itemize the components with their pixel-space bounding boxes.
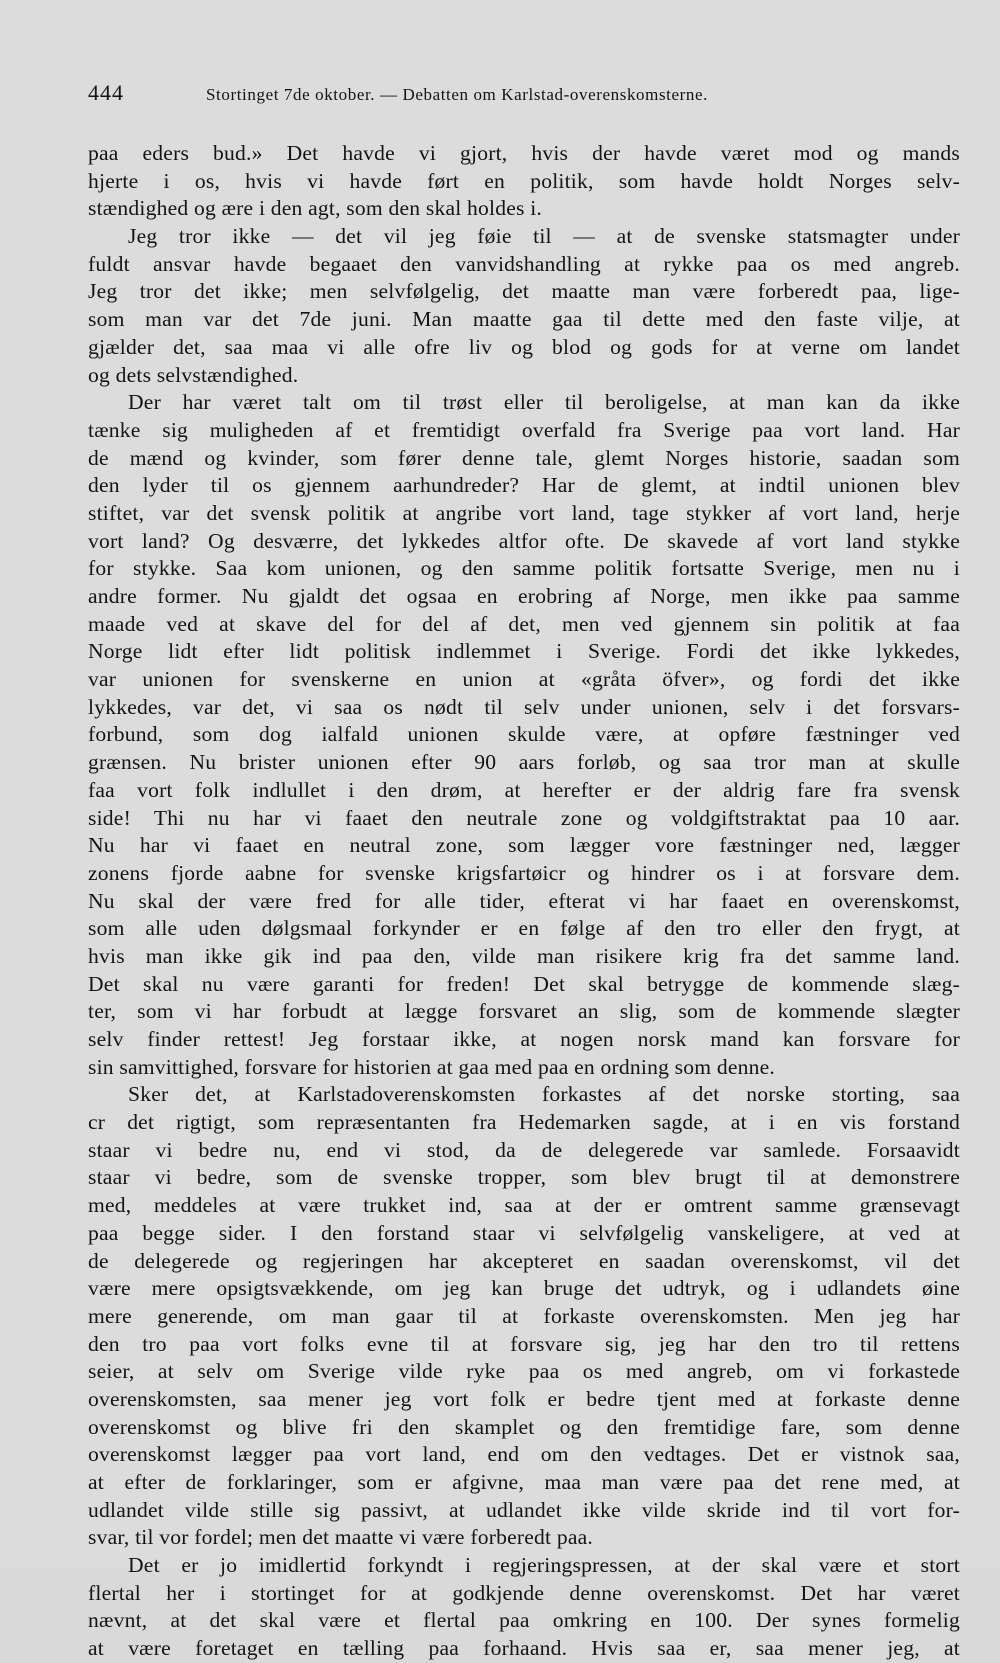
text-line: fuldt ansvar havde begaaet den vanvidshandling at rykke paa os med angreb. [88,251,960,276]
text-line: selv finder rettest! Jeg forstaar ikke, at nogen norsk mand kan forsvare for [88,1027,960,1051]
text-line: nævnt, at det skal være et flertal paa omkring en 100. Der synes formelig [88,1608,960,1633]
text-line: maade ved at skave del for del af det, men ved gjennem sin politik at faa [88,611,960,636]
text-line: cr det rigtigt, som repræsentanten fra Hedemarken sagde, at i en vis forstand [88,1110,960,1135]
text-line: for stykke. Saa kom unionen, og den samme politik fortsatte Sverige, men nu i [88,556,960,581]
text-line: Jeg tror ikke — det vil jeg føie til — at de svenske statsmagter under [128,224,960,249]
text-line: Det er jo imidlertid forkyndt i regjeringspressen, at der skal være et stort [128,1553,960,1578]
text-line: Nu har vi faaet en neutral zone, som lægger vore fæstninger ned, lægger [88,833,960,858]
text-line: gjælder det, saa maa vi alle ofre liv og blod og gods for at verne om landet [88,334,960,359]
text-line: vort land? Og desværre, det lykkedes altfor ofte. De skavede af vort land stykke [88,528,960,553]
text-line: at være foretaget en tælling paa forhaand. Hvis saa er, saa mener jeg, at [88,1636,960,1661]
text-line: stiftet, var det svensk politik at angribe vort land, tage stykker af vort land, herje [88,500,960,525]
text-line: forbund, som dog ialfald unionen skulde være, at opføre fæstninger ved [88,722,960,747]
text-line: sin samvittighed, forsvare for historien at gaa med paa en ordning som denne. [88,1054,776,1079]
text-line: mere generende, om man gaar til at forkaste overenskomsten. Men jeg har [88,1303,960,1328]
text-line: stændighed og ære i den agt, som den skal holdes i. [88,196,543,221]
text-line: Sker det, at Karlstadoverenskomsten forkastes af det norske storting, saa [128,1082,960,1107]
running-head: Stortinget 7de oktober. — Debatten om Karlstad-overenskomsterne. [206,85,709,104]
text-line: de mænd og kvinder, som fører denne tale, glemt Norges historie, saadan som [88,445,960,470]
text-line: flertal her i stortinget for at godkjende denne overenskomst. Det har været [88,1580,960,1605]
text-line: andre former. Nu gjaldt det ogsaa en erobring af Norge, men ikke paa samme [88,584,960,608]
text-line: faa vort folk indlullet i den drøm, at herefter er der aldrig fare fra svensk [88,777,960,802]
text-line: overenskomst og blive fri den skamplet og den fremtidige fare, som denne [88,1414,960,1439]
page-header [88,80,928,120]
text-line: være mere opsigtsvækkende, om jeg kan bruge det udtryk, og i udlandets øine [88,1276,960,1301]
text-line: Jeg tror det ikke; men selvfølgelig, det maatte man være forberedt paa, lige- [88,279,960,304]
text-line: hvis man ikke gik ind paa den, vilde man risikere krig fra det samme land. [88,943,960,968]
text-line: zonens fjorde aabne for svenske krigsfartøicr og hindrer os i at forsvare dem. [88,860,960,885]
body-text [88,140,960,1663]
text-line: og dets selvstændighed. [88,362,299,387]
text-line: med, meddeles at være trukket ind, saa at der er omtrent samme grænsevagt [88,1193,960,1218]
text-line: staar vi bedre nu, end vi stod, da de delegerede var samlede. Forsaavidt [88,1137,960,1162]
text-line: udlandet vilde stille sig passivt, at udlandet ikke vilde skride ind til vort for- [88,1497,960,1522]
text-line: Det skal nu være garanti for freden! Det skal betrygge de kommende slæg- [88,971,960,996]
text-line: tænke sig muligheden af et fremtidigt overfald fra Sverige paa vort land. Har [88,417,960,442]
text-line: den tro paa vort folks evne til at forsvare sig, jeg har den tro til rettens [88,1331,960,1356]
text-line: paa eders bud.» Det havde vi gjort, hvis der havde været mod og mands [88,141,960,165]
text-line: at efter de forklaringer, som er afgivne, maa man være paa det rene med, at [88,1470,960,1494]
text-line: grænsen. Nu brister unionen efter 90 aars forløb, og saa tror man at skulle [88,750,960,775]
page-number: 444 [88,80,124,105]
text-line: Der har været talt om til trøst eller til beroligelse, at man kan da ikke [128,390,960,415]
text-line: Nu skal der være fred for alle tider, efterat vi har faaet en overenskomst, [88,888,960,913]
text-line: seier, at selv om Sverige vilde ryke paa os med angreb, om vi forkastede [88,1359,960,1384]
text-line: lykkedes, var det, vi saa os nødt til selv under unionen, selv i det forsvars- [88,694,960,719]
text-line: som alle uden dølgsmaal forkynder er en følge af den tro eller den frygt, at [88,916,960,941]
text-line: Norge lidt efter lidt politisk indlemmet i Sverige. Fordi det ikke lykkedes, [88,639,960,664]
text-line: var unionen for svenskerne en union at «gråta öfver», og fordi det ikke [88,667,960,692]
text-line: side! Thi nu har vi faaet den neutrale zone og voldgiftstraktat paa 10 aar. [88,805,960,830]
text-line: overenskomsten, saa mener jeg vort folk er bedre tjent med at forkaste denne [88,1386,960,1411]
text-line: hjerte i os, hvis vi havde ført en politik, som havde holdt Norges selv- [88,168,960,193]
text-line: de delegerede og regjeringen har akcepteret en saadan overenskomst, vil det [88,1248,960,1273]
text-line: overenskomst lægger paa vort land, end om den vedtages. Det er vistnok saa, [88,1442,960,1467]
text-line: den lyder til os gjennem aarhundreder? Har de glemt, at indtil unionen blev [88,473,960,498]
text-line: som man var det 7de juni. Man maatte gaa til dette med den faste vilje, at [88,307,960,332]
text-line: staar vi bedre, som de svenske tropper, som blev brugt til at demonstrere [88,1165,960,1190]
text-line: svar, til vor fordel; men det maatte vi være forberedt paa. [88,1525,594,1550]
text-line: paa begge sider. I den forstand staar vi selvfølgelig vanskeligere, at ved at [88,1220,960,1245]
text-line: ter, som vi har forbudt at lægge forsvaret an slig, som de kommende slægter [88,999,960,1024]
